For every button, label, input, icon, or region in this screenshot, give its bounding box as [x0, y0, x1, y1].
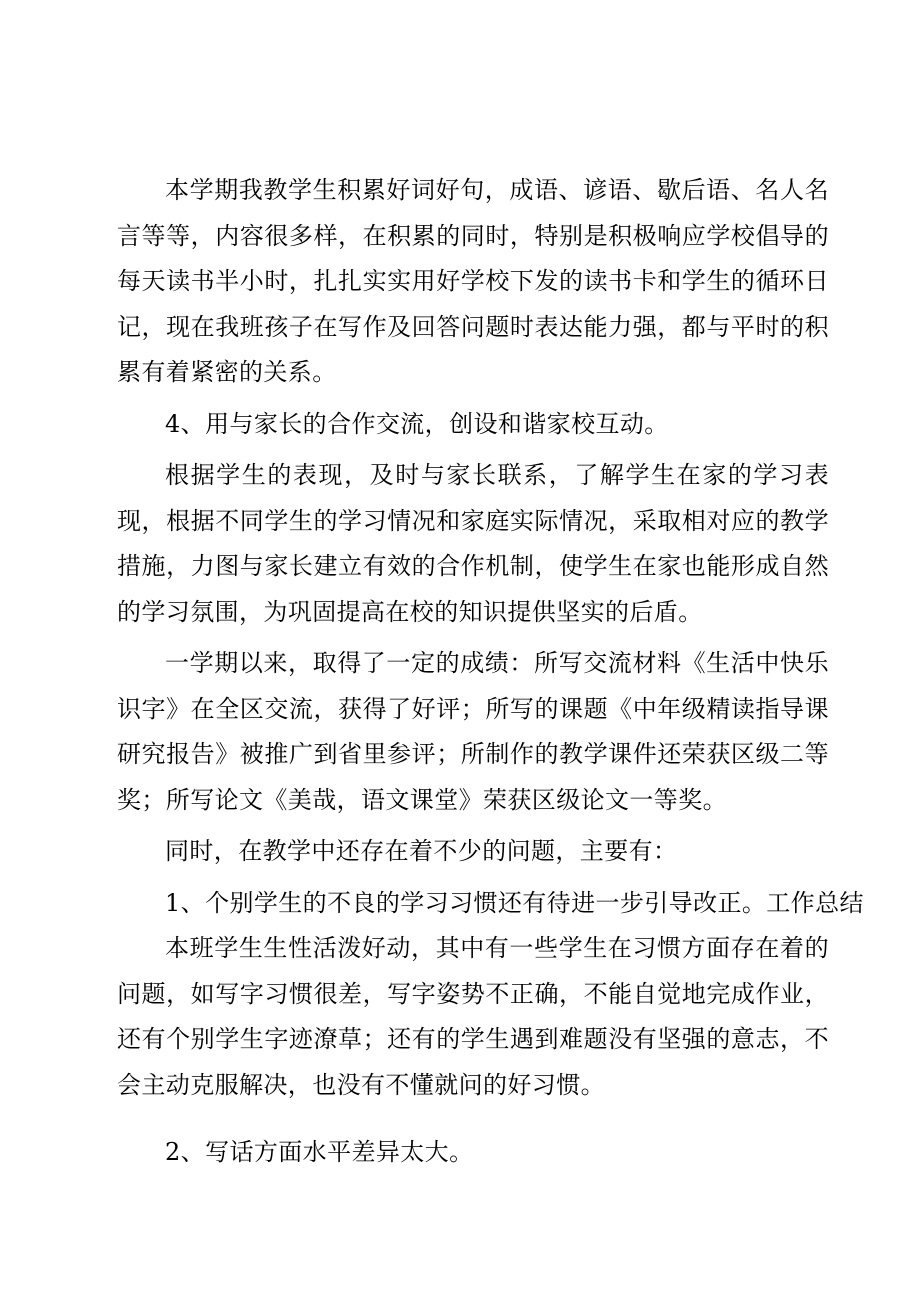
- paragraph-habits: 本班学生生性活泼好动，其中有一些学生在习惯方面存在着的问题，如写字习惯很差，写字姿势不正确，不能自觉地完成作业，还有个别学生字迹潦草；还有的学生遇到难题没有坚强的意志，不会主动克服解决，也没有不懂就问的好习惯。: [117, 934, 829, 1099]
- paragraph-achievements: 一学期以来，取得了一定的成绩：所写交流材料《生活中快乐识字》在全区交流，获得了好评；所写的课题《中年级精读指导课研究报告》被推广到省里参评；所制作的教学课件还荣获区级二等奖；所写论文《美哉，语文课堂》荣获区级论文一等奖。: [117, 649, 829, 814]
- paragraph-problem-1: 1、个别学生的不良的学习习惯还有待进一步引导改正。工作总结: [165, 888, 864, 917]
- document-body: [117, 168, 864, 1182]
- paragraph-heading-4: 4、用与家长的合作交流，创设和谐家校互动。: [165, 409, 669, 438]
- paragraph-problems-intro: 同时，在教学中还存在着不少的问题，主要有：: [165, 837, 678, 865]
- paragraph-accumulation: 本学期我教学生积累好词好句，成语、谚语、歇后语、名人名言等等，内容很多样，在积累的同时，特别是积极响应学校倡导的每天读书半小时，扎扎实实用好学校下发的读书卡和学生的循环日记，现在我班孩子在写作及回答问题时表达能力强，都与平时的积累有着紧密的关系。: [117, 176, 829, 386]
- paragraph-problem-2: 2、写话方面水平差异太大。: [165, 1138, 474, 1166]
- paragraph-parent-contact: 根据学生的表现，及时与家长联系，了解学生在家的学习表现，根据不同学生的学习情况和家庭实际情况，采取相对应的教学措施，力图与家长建立有效的合作机制，使学生在家也能形成自然的学习氛围，为巩固提高在校的知识提供坚实的后盾。: [117, 461, 829, 626]
